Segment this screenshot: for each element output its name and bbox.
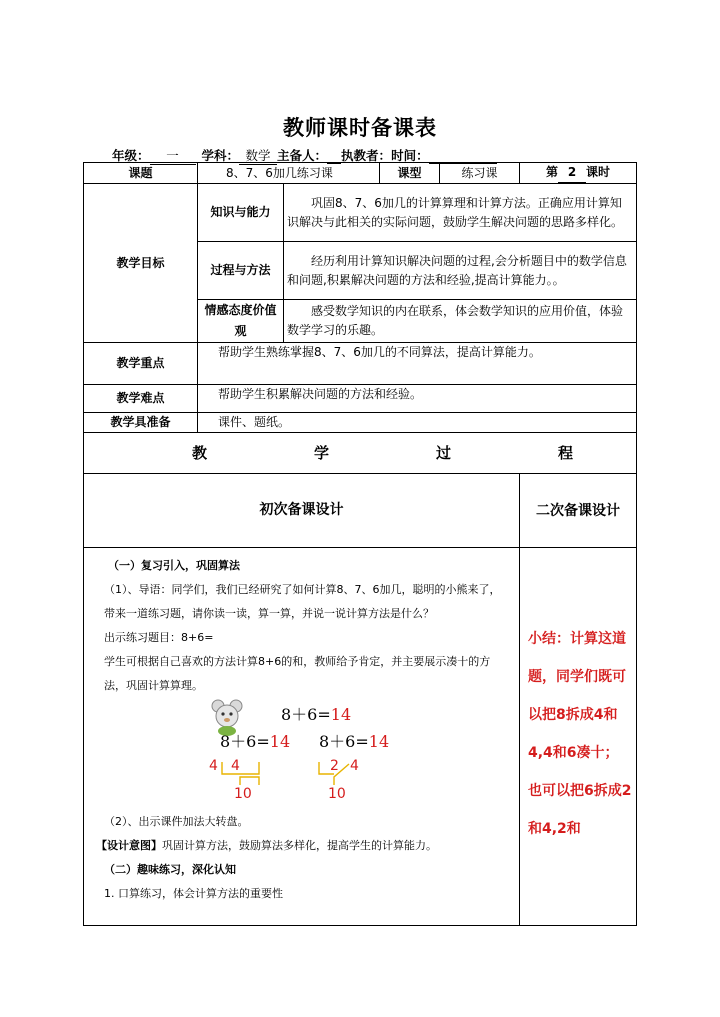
key-point-text: 帮助学生熟练掌握8、7、6加几的不同算法，提高计算能力。 [198, 343, 637, 385]
goals-label: 教学目标 [84, 184, 198, 343]
design-intent-label: 【设计意图】 [96, 839, 162, 852]
process-char-2: 学 [313, 443, 329, 462]
materials-text: 课件、题纸。 [198, 413, 637, 433]
equation-right [319, 730, 389, 754]
difficulty-label: 教学难点 [84, 385, 198, 413]
lesson-p4: （2）、出示课件加法大转盘。 [104, 815, 249, 828]
difficulty-row [84, 385, 637, 413]
period-prefix: 第 [545, 165, 558, 179]
design-intent-text: 巩固计算方法，鼓励算法多样化，提高学生的计算能力。 [162, 839, 437, 852]
topic-label: 课题 [84, 163, 198, 184]
materials-label: 教学具准备 [84, 413, 198, 433]
subject-value: 数学 [239, 146, 277, 165]
goal-text-2: 经历利用计算知识解决问题的过程,会分析题目中的数学信息和问题,积累解决问题的方法和经验,提高计算能力。。 [284, 242, 637, 300]
left-split-1: 4 [209, 758, 218, 774]
process-char-1: 教 [192, 443, 208, 462]
bracket-left-up [222, 762, 259, 774]
section-2-title: （二）趣味练习，深化认知 [104, 863, 236, 876]
topic-row [84, 163, 637, 184]
equation-right-answer: 14 [368, 732, 390, 751]
equation-left-answer: 14 [269, 732, 291, 751]
preparer-label: 主备人： [277, 148, 328, 163]
summary-note: 小结：计算这道题，同学们既可以把8拆成4和4,4和6凑十；也可以把6拆成2和4,2和 [520, 548, 637, 926]
page-title: 教师课时备课表 [283, 115, 437, 140]
lesson-p2: 出示练习题目：8+6= [104, 631, 214, 644]
equation-left-expr: 8＋6= [220, 732, 270, 751]
key-point-row [84, 343, 637, 385]
equation-left [220, 730, 290, 754]
design-header-row [84, 474, 637, 548]
lesson-row [84, 548, 637, 926]
equation-top-expr: 8＋6= [281, 705, 331, 724]
goal-name-3: 情感态度价值观 [198, 300, 284, 343]
subject-label: 学科： [201, 148, 240, 163]
lesson-plan-table [83, 162, 637, 926]
executor-label: 执教者： [341, 148, 392, 163]
equation-top-answer: 14 [330, 705, 352, 724]
materials-row [84, 413, 637, 433]
left-split-2: 4 [231, 758, 240, 774]
right-split-1: 2 [330, 758, 339, 774]
first-design-heading: 初次备课设计 [84, 474, 520, 548]
period-cell [520, 163, 637, 184]
period-suffix: 课时 [586, 165, 611, 179]
lesson-content [84, 548, 520, 926]
right-split-2: 4 [350, 758, 359, 774]
right-sum: 10 [328, 786, 346, 802]
goal-name-2: 过程与方法 [198, 242, 284, 300]
lesson-p1: （1）、导语：同学们，我们已经研究了如何计算8、7、6加几，聪明的小熊来了，带来一道练习题，请你读一读，算一算，并说一说计算方法是什么？ [104, 583, 501, 620]
key-point-label: 教学重点 [84, 343, 198, 385]
goal-row-1 [84, 184, 637, 242]
goal-name-1: 知识与能力 [198, 184, 284, 242]
grade-value: 一 [150, 146, 196, 165]
process-row [84, 433, 637, 474]
left-sum: 10 [234, 786, 252, 802]
type-label: 课型 [380, 163, 440, 184]
process-heading [84, 433, 637, 474]
difficulty-text: 帮助学生积累解决问题的方法和经验。 [198, 385, 637, 413]
equation-right-expr: 8＋6= [319, 732, 369, 751]
goal-text-1: 巩固8、7、6加几的计算算理和计算方法。正确应用计算知识解决与此相关的实际问题，鼓励学生解决问题的思路多样化。 [284, 184, 637, 242]
equation-top [281, 703, 351, 727]
process-char-4: 程 [557, 443, 573, 462]
lesson-p5: 1. 口算练习，体会计算方法的重要性 [104, 887, 283, 900]
topic-value: 8、7、6加几练习课 [198, 163, 380, 184]
process-char-3: 过 [435, 443, 451, 462]
period-value: 2 [558, 163, 586, 183]
second-design-heading: 二次备课设计 [520, 474, 637, 548]
time-label: 时间： [391, 148, 429, 163]
type-value: 练习课 [440, 163, 520, 184]
lesson-p3: 学生可根据自己喜欢的方法计算8+6的和，教师给予肯定，并主要展示凑十的方法，巩固计算算理。 [104, 655, 491, 692]
goal-text-3: 感受数学知识的内在联系，体会数学知识的应用价值，体验数学学习的乐趣。 [284, 300, 637, 343]
section-1-title: （一）复习引入，巩固算法 [108, 559, 240, 572]
math-illustration [96, 698, 511, 810]
design-intent [96, 834, 511, 858]
grade-label: 年级： [112, 148, 150, 163]
